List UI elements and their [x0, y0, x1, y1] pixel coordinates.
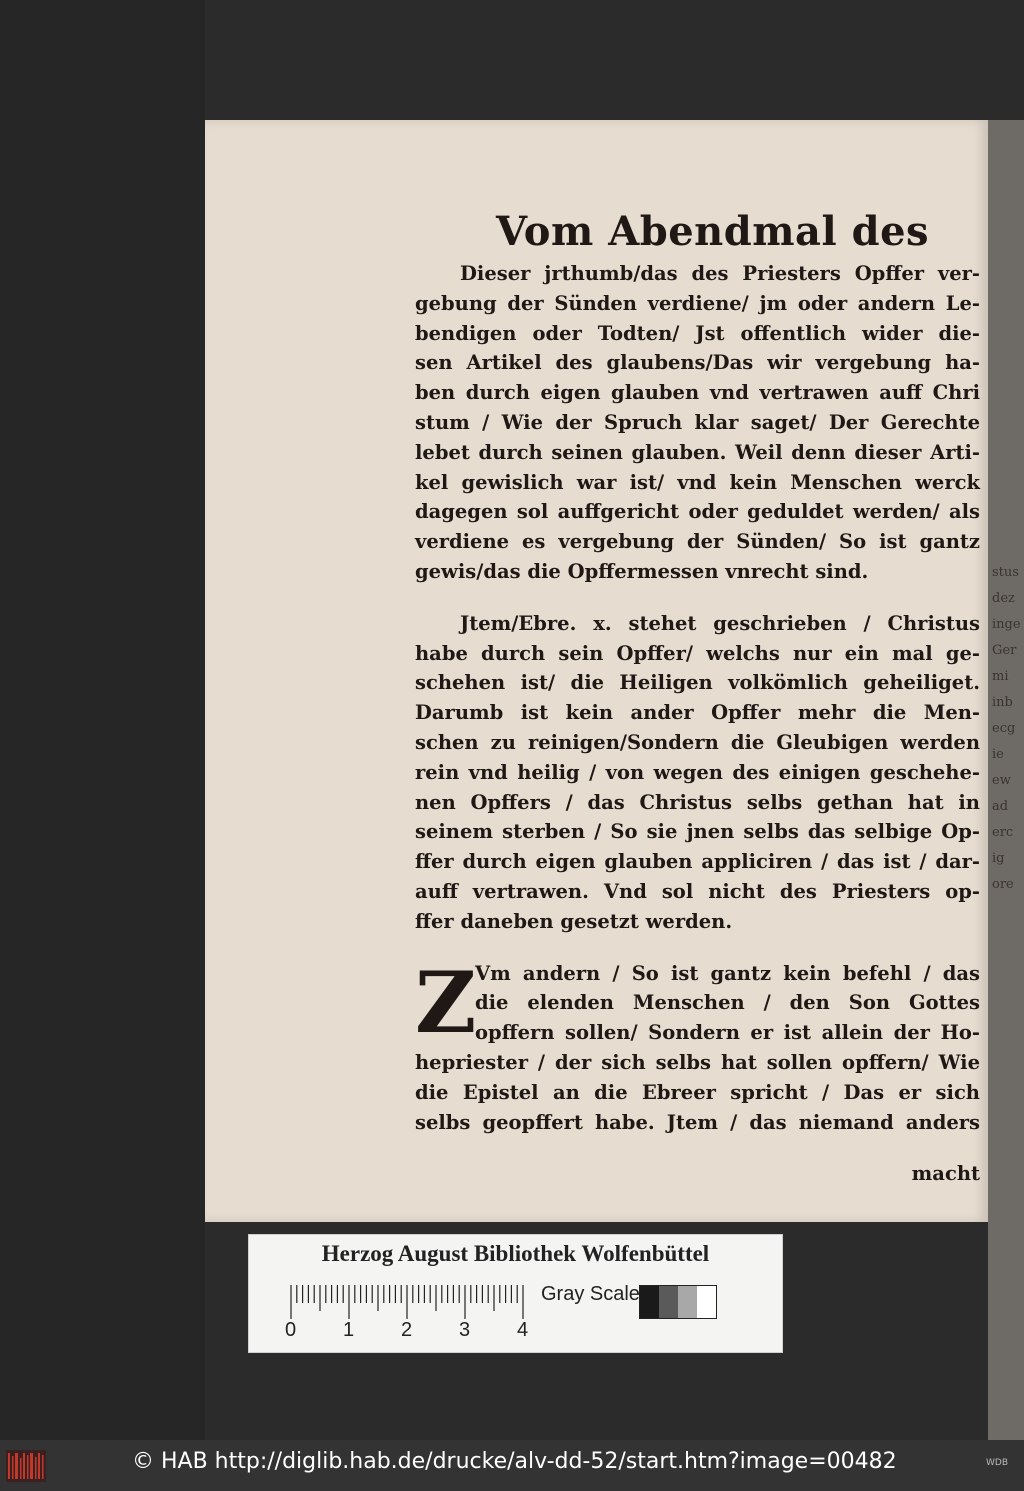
text-line: nen Opffers / das Christus selbs gethan hat in [415, 790, 980, 814]
ruler-scale [289, 1285, 529, 1319]
adjacent-page-fragments [992, 560, 1024, 1100]
paragraphs [415, 259, 980, 1137]
adjacent-fragment: inb [992, 695, 1013, 710]
adjacent-fragment: ig [992, 851, 1005, 866]
copyright-url: © HAB http://diglib.hab.de/drucke/alv-dd-52/start.htm?image=00482 [132, 1449, 897, 1474]
text-line: gebung der Sünden verdiene/ jm oder andern Le- [415, 291, 980, 315]
library-label [248, 1234, 783, 1353]
text-line: hepriester / der sich selbs hat sollen opffern/ Wie [415, 1050, 980, 1074]
adjacent-fragment: erc [992, 825, 1014, 840]
gray-scale-label: Gray Scale [541, 1283, 640, 1305]
gray-swatch [697, 1286, 716, 1318]
ruler-number: 0 [285, 1319, 297, 1341]
text-line: opffern sollen/ Sondern er ist allein der Ho- [475, 1021, 980, 1045]
text-line: auff vertrawen. Vnd sol nicht des Priesters op- [415, 879, 980, 903]
adjacent-fragment: ie [992, 747, 1004, 762]
library-name: Herzog August Bibliothek Wolfenbüttel [321, 1241, 710, 1266]
catchword: macht [911, 1162, 980, 1186]
text-line: ffer durch eigen glauben appliciren / das ist / dar- [415, 850, 980, 874]
text-line: die Epistel an die Ebreer spricht / Das er sich [415, 1080, 980, 1104]
text-line: sen Artikel des glaubens/Das wir vergebung ha- [415, 351, 980, 375]
adjacent-fragment: dez [992, 591, 1015, 606]
page-text-block [415, 208, 980, 1189]
ruler-number: 3 [459, 1319, 471, 1341]
adjacent-fragment: mi [992, 669, 1009, 684]
text-line: bendigen oder Todten/ Jst offentlich wider die- [415, 321, 980, 345]
dark-background [0, 0, 205, 1440]
footer-right-mark: WDB [985, 1458, 1008, 1468]
text-line: ben durch eigen glauben vnd vertrawen auff Chri [415, 381, 980, 405]
text-line: dagegen sol auffgericht oder geduldet werden/ als [415, 500, 980, 524]
text-line: gewis/das die Opffermessen vnrecht sind. [415, 559, 869, 583]
ruler-number: 1 [343, 1319, 355, 1341]
text-line: stum / Wie der Spruch klar saget/ Der Gerechte [415, 410, 980, 434]
paragraph [415, 609, 980, 937]
gray-swatch [678, 1286, 697, 1318]
adjacent-fragment: ore [992, 877, 1014, 892]
hab-barcode-logo-icon [6, 1450, 46, 1482]
adjacent-fragment: inge [992, 617, 1021, 632]
adjacent-fragment: ew [992, 773, 1011, 788]
text-line: selbs geopffert habe. Jtem / das niemand anders [415, 1110, 980, 1134]
text-line: Vm andern / So ist gantz kein befehl / das [475, 961, 980, 985]
ruler-number: 2 [401, 1319, 413, 1341]
text-line: schehen ist/ die Heiligen volkömlich geheiliget. [415, 671, 980, 695]
paragraph [415, 259, 980, 587]
ruler-number: 4 [517, 1319, 529, 1341]
text-line: verdiene es vergebung der Sünden/ So ist gantz [415, 530, 980, 554]
text-line: ffer daneben gesetzt werden. [415, 909, 733, 933]
adjacent-fragment: ad [992, 799, 1009, 814]
gray-swatch [659, 1286, 678, 1318]
text-line: kel gewislich war ist/ vnd kein Menschen werck [415, 470, 980, 494]
paragraph [415, 952, 980, 1138]
text-line: Jtem/Ebre. x. stehet geschrieben / Christus [460, 611, 980, 635]
adjacent-fragment: Ger [992, 643, 1017, 658]
text-line: Darumb ist kein ander Opffer mehr die Men- [415, 701, 980, 725]
gray-scale-bar [639, 1285, 717, 1319]
text-line: lebet durch seinen glauben. Weil denn dieser Arti- [415, 440, 980, 464]
adjacent-fragment: ecg [992, 721, 1016, 736]
text-line: habe durch sein Opffer/ welchs nur ein mal ge- [415, 641, 980, 665]
drop-cap: Z [415, 952, 477, 1052]
footer-bar [0, 1440, 1024, 1491]
adjacent-fragment: stus [992, 565, 1019, 580]
text-line: rein vnd heilig / von wegen des einigen geschehe- [415, 760, 980, 784]
text-line: die elenden Menschen / den Son Gottes [475, 991, 980, 1015]
book-page [205, 120, 988, 1222]
text-line: Dieser jrthumb/das des Priesters Opffer ver- [460, 262, 980, 285]
gray-swatch [640, 1286, 659, 1318]
text-line: seinem sterben / So sie jnen selbs das selbige Op- [415, 820, 980, 844]
page-heading: Vom Abendmal des [495, 208, 930, 255]
text-line: schen zu reinigen/Sondern die Gleubigen werden [415, 730, 980, 754]
ruler-numbers [285, 1319, 535, 1343]
